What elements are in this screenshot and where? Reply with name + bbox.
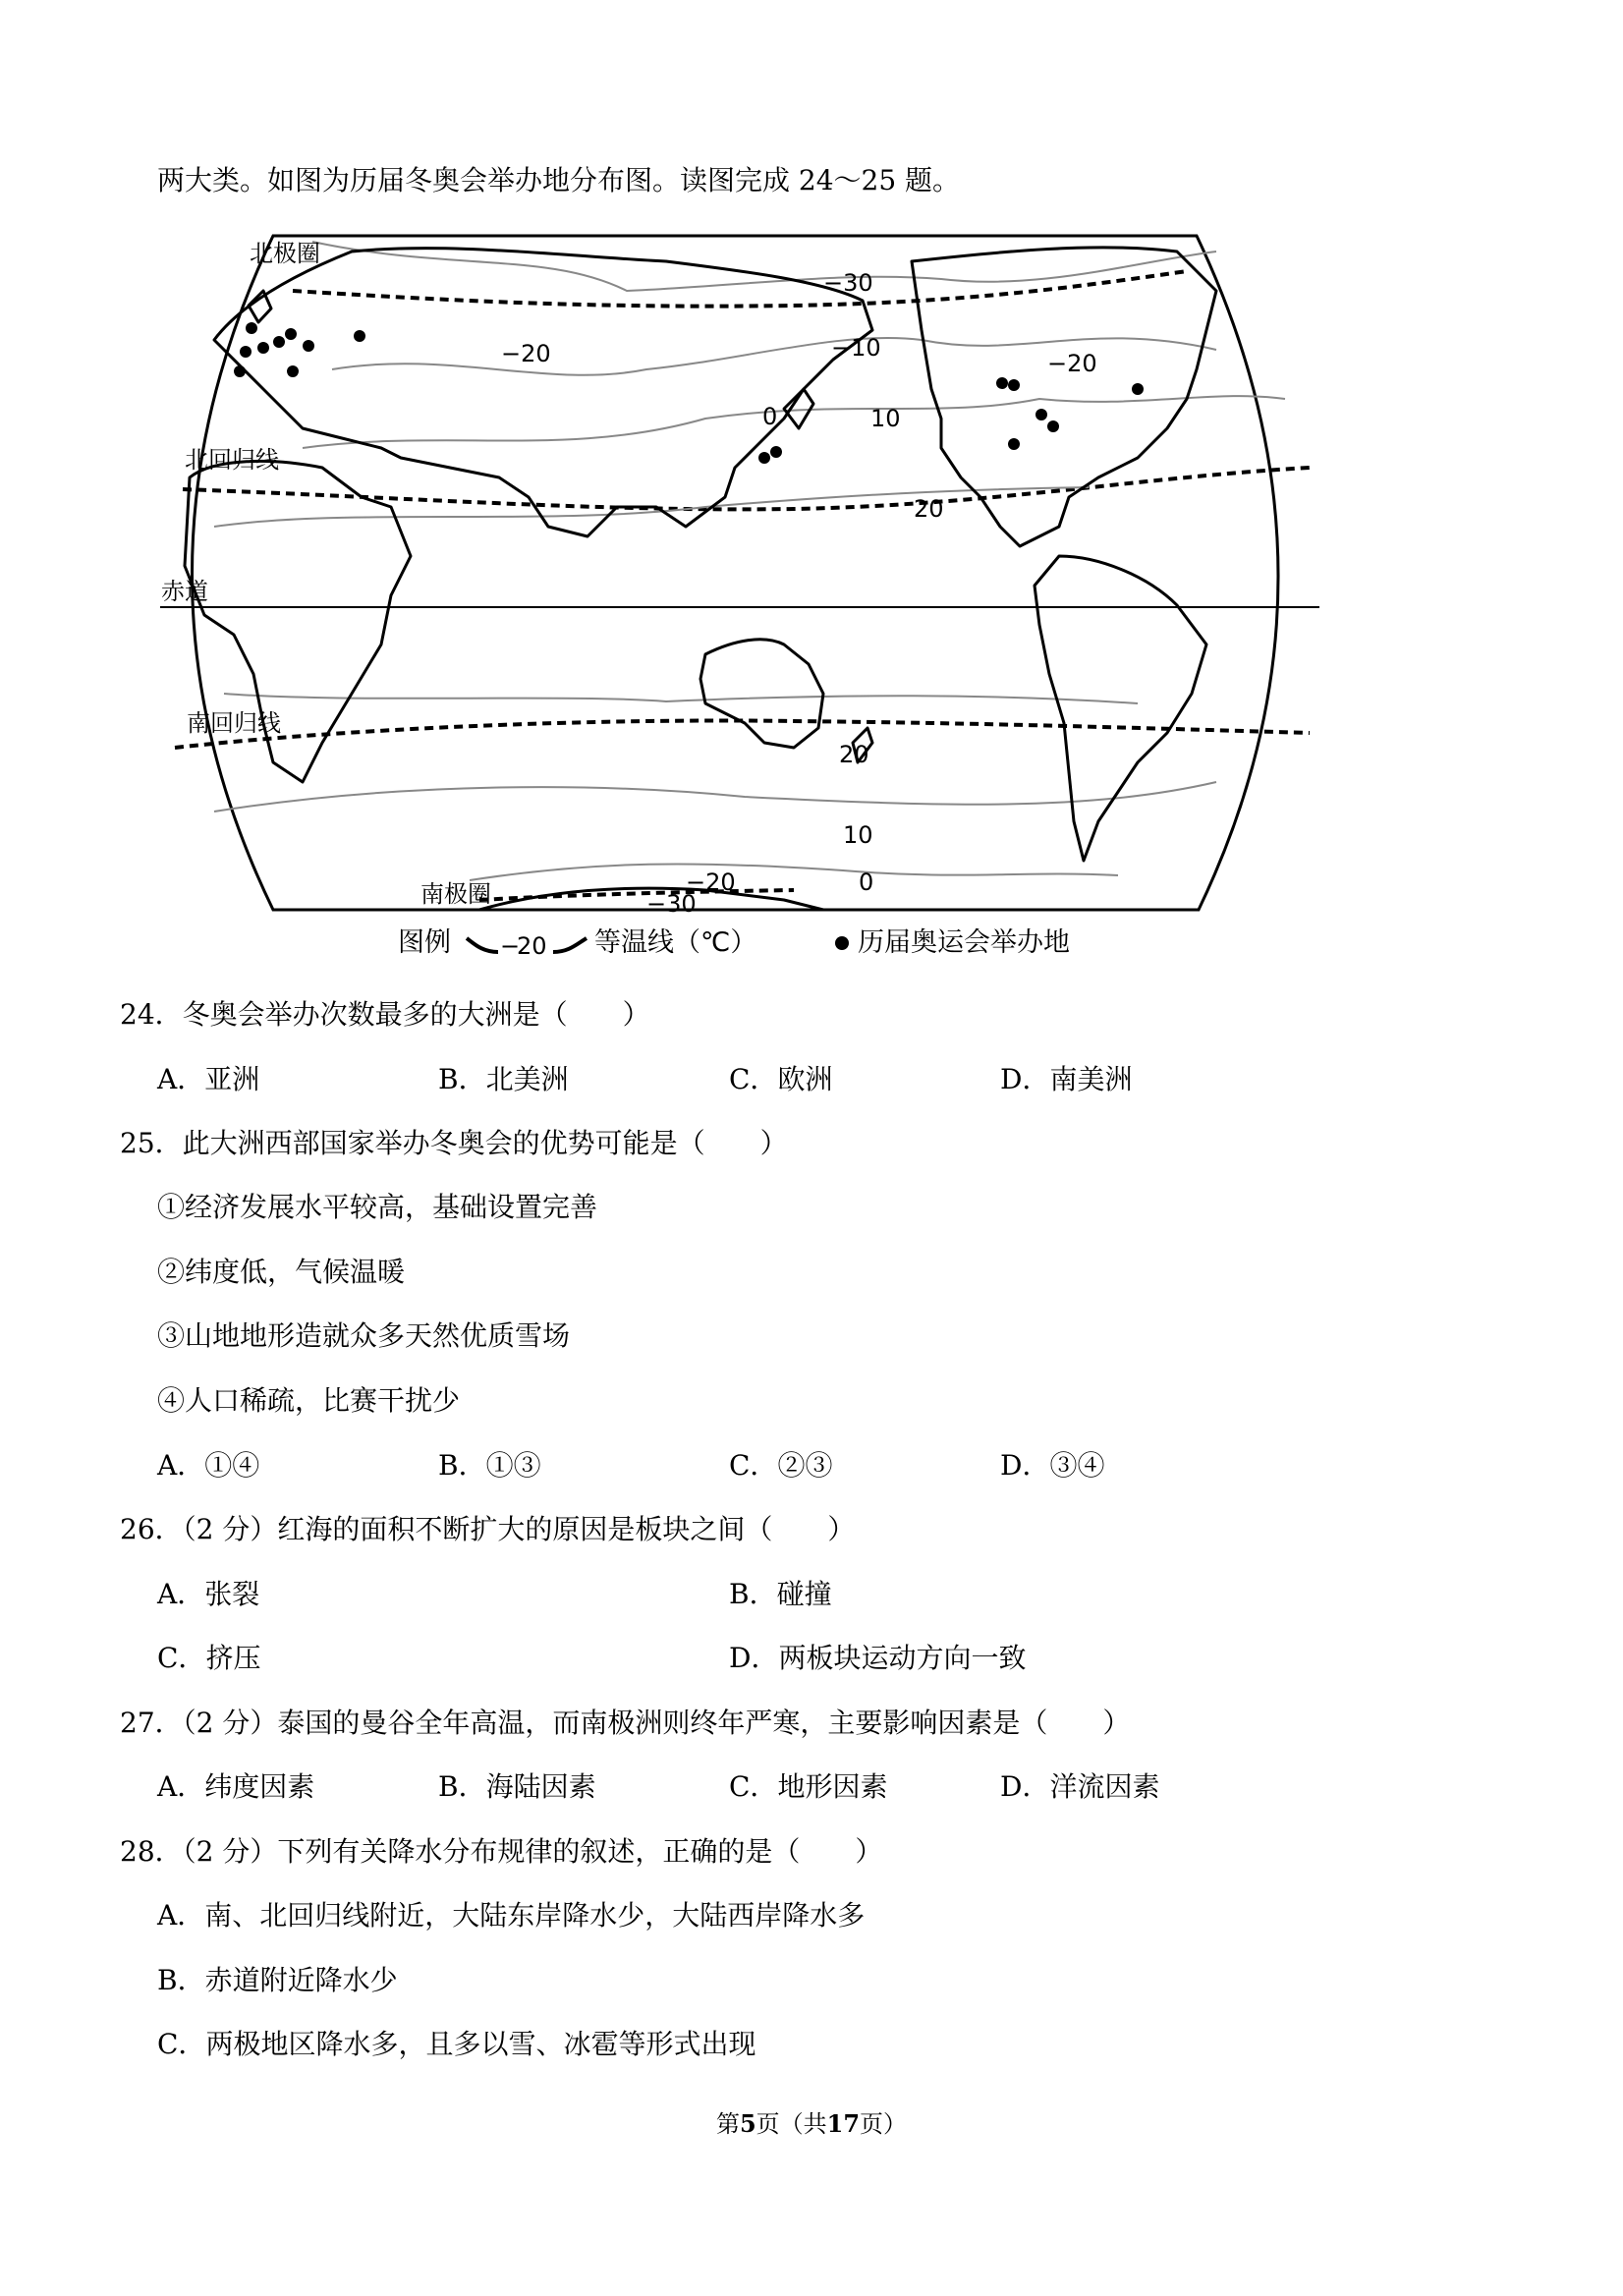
isotherm-label: 20 bbox=[839, 741, 869, 768]
south-america-outline bbox=[1035, 556, 1206, 861]
label-arctic-circle: 北极圈 bbox=[250, 240, 320, 267]
isotherm-label: −30 bbox=[646, 890, 697, 915]
question-stem: （2 分）泰国的曼谷全年高温，而南极洲则终年严寒，主要影响因素是（ ） bbox=[182, 1707, 1131, 1739]
statement-2: ②纬度低，气候温暖 bbox=[157, 1256, 406, 1288]
tropic-capricorn-line bbox=[175, 720, 1310, 748]
option-a: A．南、北回归线附近，大陆东岸降水少，大陆西岸降水多 bbox=[157, 1899, 866, 1932]
isotherm-label: −20 bbox=[686, 868, 736, 896]
isotherm-label: 0 bbox=[762, 403, 778, 430]
isotherm-label: 10 bbox=[843, 821, 873, 849]
option-c: C．欧洲 bbox=[729, 1063, 833, 1095]
statement-4: ④人口稀疏，比赛干扰少 bbox=[157, 1384, 461, 1417]
legend-isotherm-value: 20 bbox=[517, 931, 547, 960]
question-25 bbox=[120, 1124, 788, 1163]
intro-text: 两大类。如图为历届冬奥会举办地分布图。读图完成 24～25 题。 bbox=[157, 164, 961, 196]
option-b: B．①③ bbox=[438, 1449, 541, 1482]
option-d: D．南美洲 bbox=[1000, 1063, 1133, 1095]
page-number: 5 bbox=[739, 2109, 756, 2138]
isotherm-label: 0 bbox=[859, 868, 874, 896]
statement-1: ①经济发展水平较高，基础设置完善 bbox=[157, 1191, 598, 1223]
question-28 bbox=[120, 1832, 882, 1872]
option-b: B．碰撞 bbox=[729, 1578, 832, 1610]
option-c: C．地形因素 bbox=[729, 1770, 888, 1803]
option-d: D．③④ bbox=[1000, 1449, 1105, 1482]
question-stem: （2 分）下列有关降水分布规律的叙述，正确的是（ ） bbox=[182, 1835, 883, 1868]
option-d: D．洋流因素 bbox=[1000, 1770, 1160, 1803]
question-stem: （2 分）红海的面积不断扩大的原因是板块之间（ ） bbox=[182, 1513, 856, 1545]
question-27 bbox=[120, 1704, 1130, 1743]
legend-isotherm-sample bbox=[463, 922, 590, 966]
question-number: 28． bbox=[120, 1835, 183, 1868]
svg-text:−: − bbox=[500, 931, 521, 960]
question-number: 27． bbox=[120, 1707, 183, 1739]
isotherm-label: −30 bbox=[823, 269, 873, 297]
question-24 bbox=[120, 995, 650, 1035]
map-legend bbox=[398, 922, 1282, 965]
label-tropic-cancer: 北回归线 bbox=[185, 446, 279, 474]
legend-isotherm-text: 等温线（℃） bbox=[594, 927, 757, 958]
question-number: 24． bbox=[120, 998, 183, 1031]
option-a: A．①④ bbox=[157, 1449, 260, 1482]
label-antarctic-circle: 南极圈 bbox=[420, 880, 491, 908]
page-footer: 第5页（共17页） bbox=[715, 2109, 908, 2138]
question-stem: 此大洲西部国家举办冬奥会的优势可能是（ ） bbox=[182, 1127, 788, 1159]
isotherm-label: −20 bbox=[501, 340, 551, 367]
legend-dot-icon bbox=[835, 936, 849, 950]
legend-prefix: 图例 bbox=[398, 927, 451, 958]
option-c: C．两极地区降水多，且多以雪、冰雹等形式出现 bbox=[157, 2028, 756, 2060]
option-c: C．挤压 bbox=[157, 1642, 261, 1674]
isotherm-label: −10 bbox=[831, 334, 881, 362]
option-d: D．两板块运动方向一致 bbox=[729, 1642, 1027, 1674]
label-equator: 赤道 bbox=[161, 578, 208, 605]
question-26 bbox=[120, 1510, 855, 1549]
question-number: 26． bbox=[120, 1513, 183, 1545]
option-b: B．赤道附近降水少 bbox=[157, 1964, 398, 1996]
question-stem: 冬奥会举办次数最多的大洲是（ ） bbox=[182, 998, 650, 1031]
option-b: B．北美洲 bbox=[438, 1063, 569, 1095]
arctic-circle-line bbox=[293, 271, 1187, 307]
legend-dot-text: 历届奥运会举办地 bbox=[858, 927, 1070, 958]
isotherm-label: 10 bbox=[870, 405, 901, 432]
isotherm-label: 20 bbox=[914, 495, 944, 523]
page-total: 17 bbox=[826, 2109, 861, 2138]
option-a: A．亚洲 bbox=[157, 1063, 260, 1095]
option-a: A．纬度因素 bbox=[157, 1770, 315, 1803]
option-a: A．张裂 bbox=[157, 1578, 260, 1610]
label-tropic-capricorn: 南回归线 bbox=[187, 709, 281, 737]
option-b: B．海陆因素 bbox=[438, 1770, 596, 1803]
australia-outline bbox=[700, 640, 823, 748]
isotherm-label: −20 bbox=[1047, 350, 1097, 377]
statement-3: ③山地地形造就众多天然优质雪场 bbox=[157, 1319, 571, 1352]
question-number: 25． bbox=[120, 1127, 183, 1159]
option-c: C．②③ bbox=[729, 1449, 833, 1482]
winter-olympics-map bbox=[155, 232, 1324, 915]
